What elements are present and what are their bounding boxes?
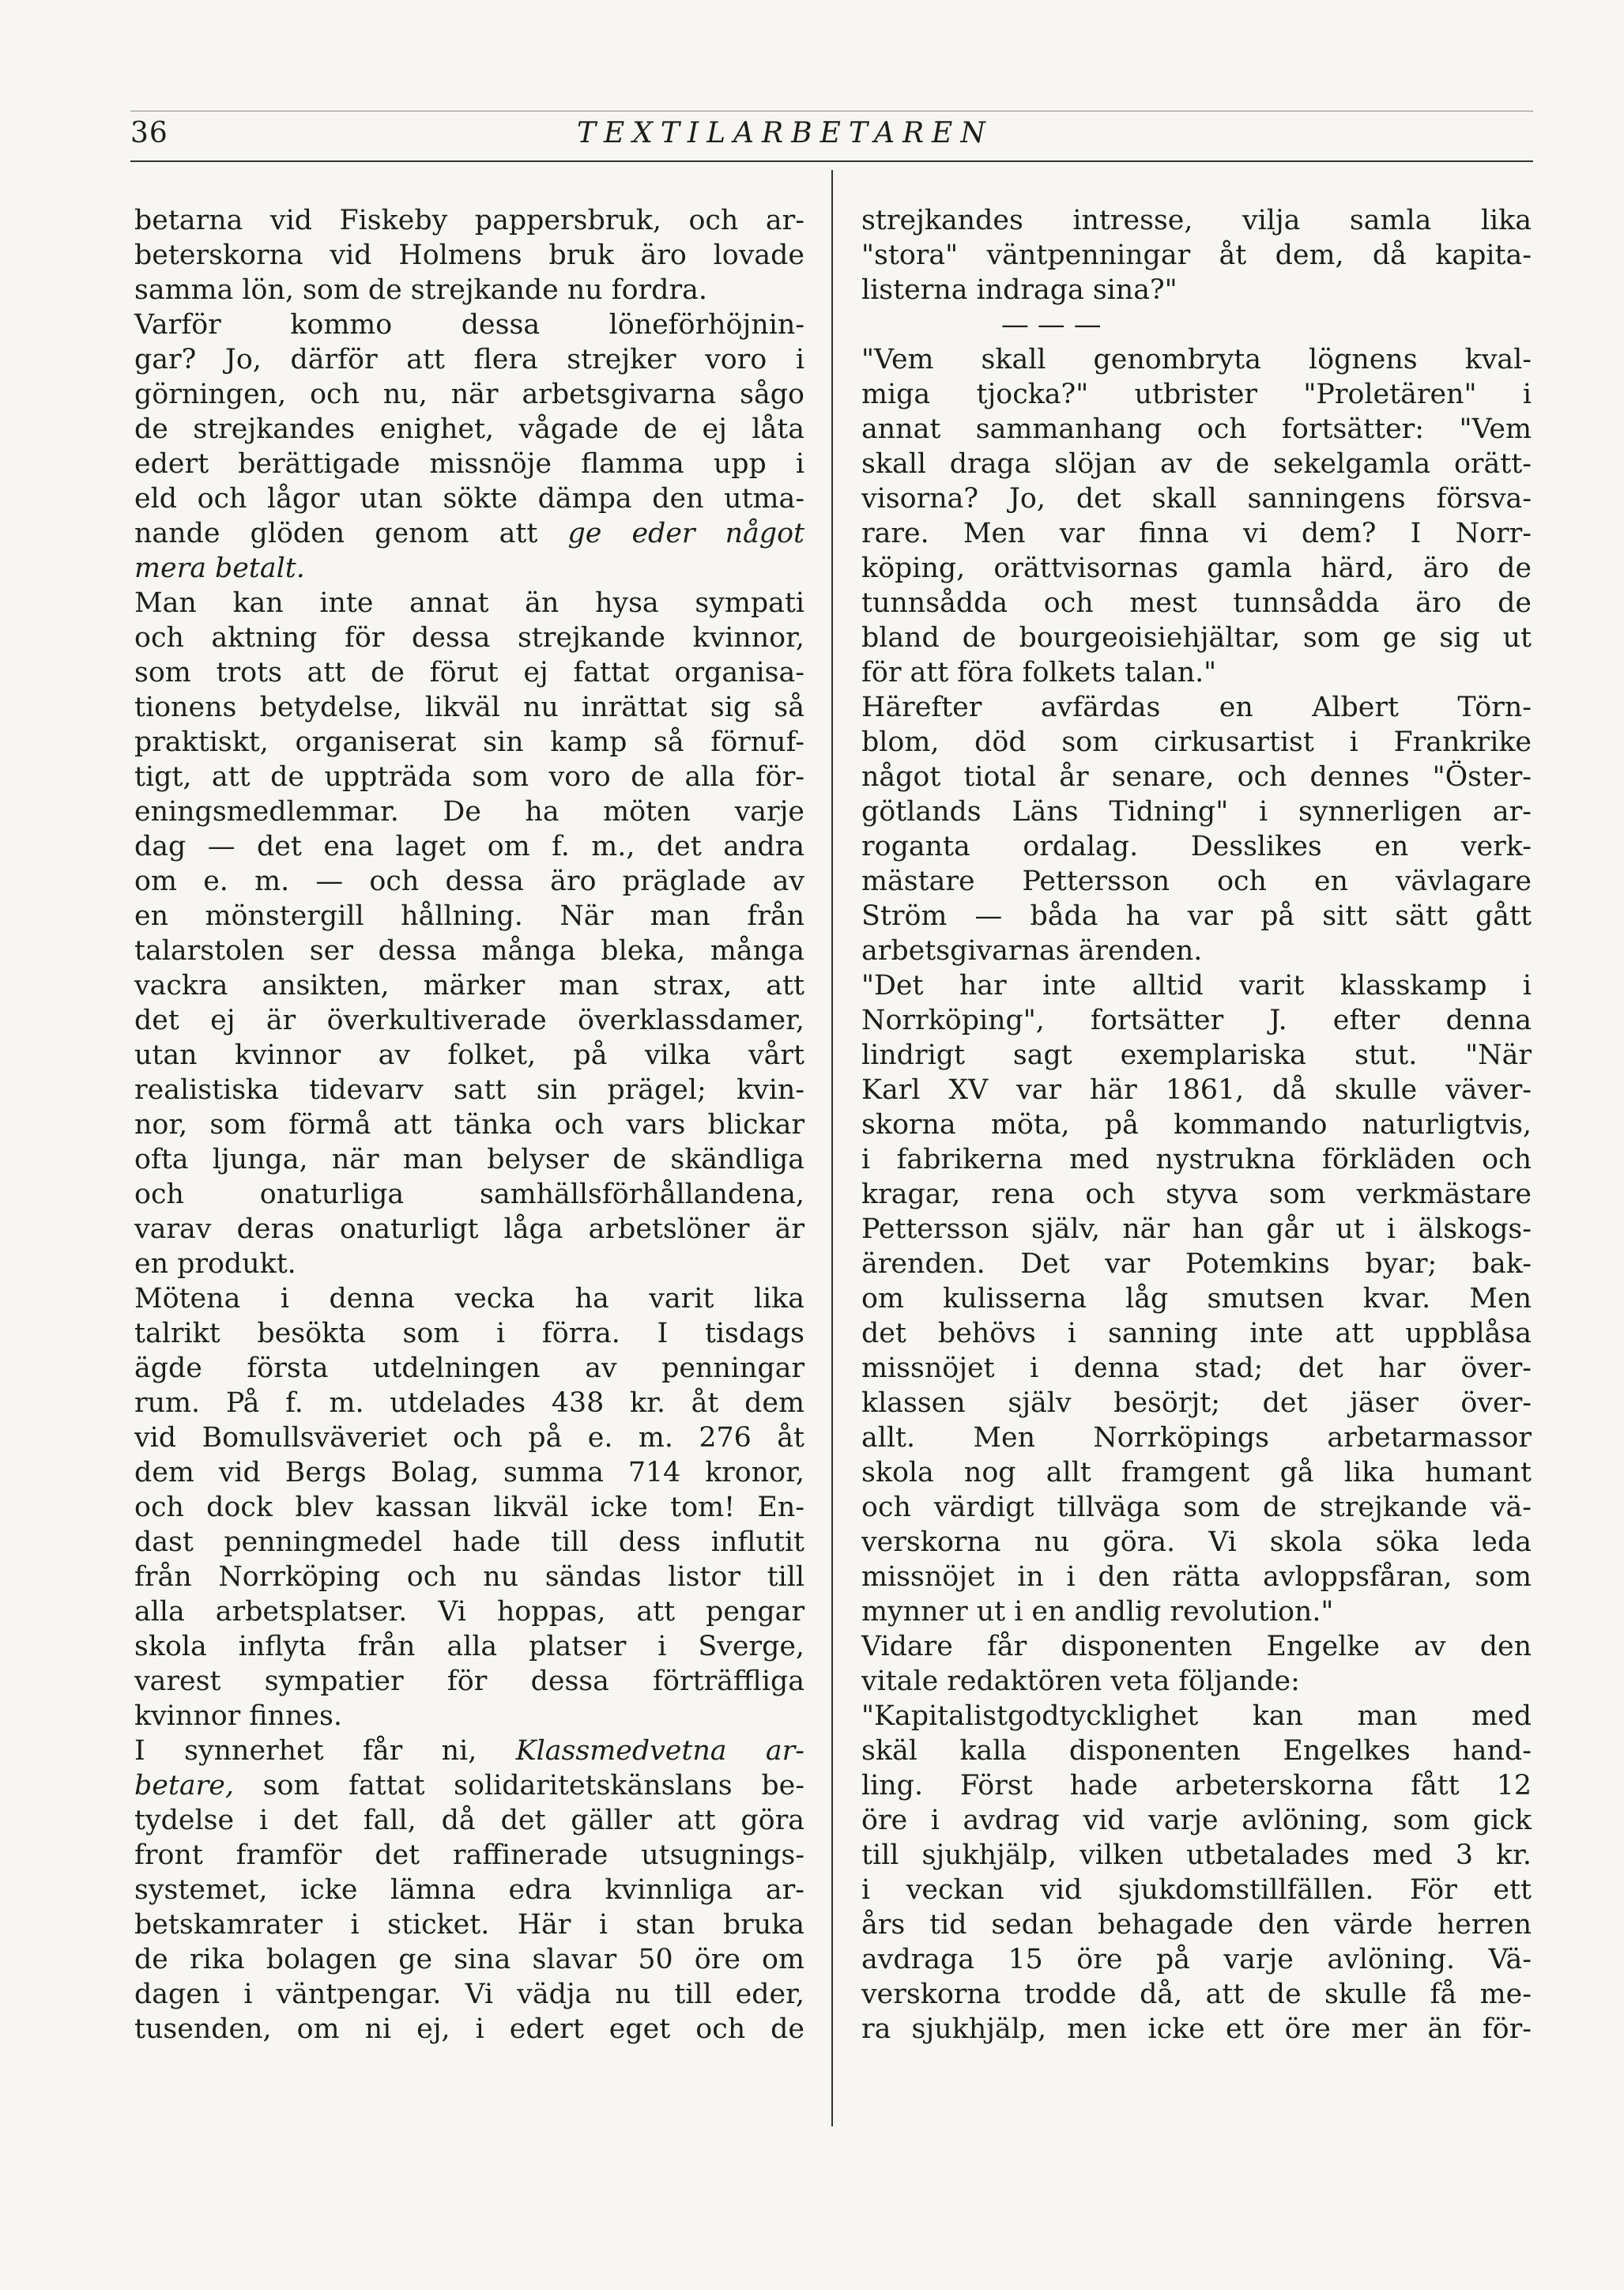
text-line	[861, 1525, 1532, 1560]
text-line	[134, 1768, 804, 1803]
line-text: lindrigt sagt exemplariska stut. "När	[861, 1039, 1532, 1071]
text-line	[861, 1212, 1532, 1247]
line-text: dem vid Bergs Bolag, summa 714 kronor,	[134, 1457, 804, 1488]
line-text: som fattat solidaritetskänslans be-	[262, 1770, 805, 1801]
line-text: rum. På f. m. utdelades 438 kr. åt dem	[134, 1387, 804, 1419]
line-text: Norrköping", fortsätter J. efter denna	[861, 1005, 1532, 1036]
text-line	[134, 1803, 804, 1838]
text-line	[134, 203, 804, 238]
text-line	[134, 968, 804, 1003]
text-line	[861, 1907, 1532, 1942]
text-line	[134, 1838, 804, 1873]
text-line	[861, 864, 1532, 899]
line-text: edert berättigade missnöje flamma upp i	[134, 448, 804, 480]
line-text: nor, som förmå att tänka och vars blickar	[134, 1109, 804, 1141]
line-text: götlands Läns Tidning" i synnerligen ar-	[861, 796, 1532, 828]
text-line	[134, 934, 804, 968]
text-line	[134, 1107, 804, 1142]
line-text: som trots att de förut ej fattat organisa-	[134, 657, 804, 689]
text-line	[861, 412, 1532, 447]
text-line	[861, 1768, 1532, 1803]
text-line	[134, 481, 804, 516]
line-text: mera betalt.	[134, 553, 305, 584]
line-text: missnöjet i denna stad; det har över-	[861, 1352, 1532, 1384]
text-line	[134, 1038, 804, 1073]
text-line	[134, 1699, 804, 1734]
line-text: front framför det raffinerade utsugnings-	[134, 1839, 804, 1871]
line-text: "Det har inte alltid varit klasskamp i	[861, 970, 1532, 1002]
text-line	[861, 586, 1532, 621]
page-number: 36	[130, 117, 168, 149]
text-line	[134, 1455, 804, 1490]
line-text-italic: Klassmedvetna ar-	[515, 1735, 804, 1767]
line-text: arbetsgivarnas ärenden.	[861, 935, 1203, 967]
text-line	[134, 238, 804, 273]
line-text: betarna vid Fiskeby pappersbruk, och ar-	[134, 205, 804, 236]
line-text: talrikt besökta som i förra. I tisdags	[134, 1318, 804, 1349]
text-line	[861, 621, 1532, 655]
text-line	[861, 1490, 1532, 1525]
line-text: blom, död som cirkusartist i Frankrike	[861, 726, 1532, 758]
line-text: eningsmedlemmar. De ha möten varje	[134, 796, 804, 828]
line-text: Mötena i denna vecka ha varit lika	[134, 1283, 804, 1315]
text-line	[134, 342, 804, 377]
text-line	[134, 621, 804, 655]
line-text: roganta ordalag. Desslikes en verk-	[861, 831, 1532, 862]
line-text: verskorna nu göra. Vi skola söka leda	[861, 1526, 1532, 1558]
text-line	[134, 1560, 804, 1594]
text-line	[861, 1281, 1532, 1316]
line-text: betare,	[134, 1770, 234, 1801]
line-text: mästare Pettersson och en vävlagare	[861, 866, 1532, 897]
text-line	[134, 1525, 804, 1560]
line-text: öre i avdrag vid varje avlöning, som gick	[861, 1805, 1532, 1836]
text-line	[861, 307, 1532, 342]
text-line	[861, 203, 1532, 238]
text-line	[134, 377, 804, 412]
line-text: beterskorna vid Holmens bruk äro lovade	[134, 240, 804, 271]
line-text: visorna? Jo, det skall sanningens försva-	[861, 483, 1532, 515]
text-line	[861, 899, 1532, 934]
text-line	[134, 690, 804, 725]
text-line	[134, 2012, 804, 2047]
page-header	[130, 117, 1533, 157]
line-text: görningen, och nu, när arbetsgivarna sågo	[134, 379, 804, 410]
text-line	[134, 760, 804, 794]
text-line	[134, 1629, 804, 1664]
line-text: och aktning för dessa strejkande kvinnor,	[134, 622, 804, 654]
column-divider	[831, 170, 833, 2126]
right-column	[861, 203, 1532, 2047]
text-line	[134, 412, 804, 447]
line-text: ling. Först hade arbeterskorna fått 12	[861, 1770, 1532, 1801]
line-text: från Norrköping och nu sändas listor till	[134, 1561, 804, 1593]
text-line	[134, 829, 804, 864]
line-text: Vidare får disponenten Engelke av den	[861, 1631, 1532, 1662]
text-line	[134, 1873, 804, 1907]
line-text: vid Bomullsväveriet och på e. m. 276 åt	[134, 1422, 804, 1454]
line-text: Karl XV var här 1861, då skulle väver-	[861, 1074, 1532, 1106]
line-text: samma lön, som de strejkande nu fordra.	[134, 274, 707, 306]
line-text: miga tjocka?" utbrister "Proletären" i	[861, 379, 1532, 410]
line-text: varav deras onaturligt låga arbetslöner är	[134, 1213, 804, 1245]
line-text: gar? Jo, därför att flera strejker voro i	[134, 344, 804, 375]
text-line	[861, 1107, 1532, 1142]
text-line	[861, 1560, 1532, 1594]
line-text: eld och lågor utan sökte dämpa den utma-	[134, 483, 804, 515]
line-text: Pettersson själv, när han går ut i älskogs-	[861, 1213, 1532, 1245]
line-text: något tiotal år senare, och dennes "Öster-	[861, 761, 1532, 793]
line-text: ägde första utdelningen av penningar	[134, 1352, 804, 1384]
line-text: års tid sedan behagade den värde herren	[861, 1909, 1532, 1941]
text-line	[861, 794, 1532, 829]
line-text: — — —	[861, 309, 1102, 341]
text-line	[861, 516, 1532, 551]
text-line	[861, 725, 1532, 760]
line-text: tusenden, om ni ej, i edert eget och de	[134, 2013, 804, 2045]
text-line	[134, 551, 804, 586]
line-text: i fabrikerna med nystrukna förkläden och	[861, 1144, 1532, 1175]
line-text: till sjukhjälp, vilken utbetalades med 3 kr.	[861, 1839, 1532, 1871]
text-line	[861, 1247, 1532, 1281]
line-text: listerna indraga sina?"	[861, 274, 1177, 306]
line-text: annat sammanhang och fortsätter: "Vem	[861, 413, 1532, 445]
line-text: realistiska tidevarv satt sin prägel; kvin-	[134, 1074, 804, 1106]
line-text: talarstolen ser dessa många bleka, många	[134, 935, 804, 967]
line-text: vitale redaktören veta följande:	[861, 1666, 1300, 1697]
line-text: dast penningmedel hade till dess influtit	[134, 1526, 804, 1558]
text-line	[861, 829, 1532, 864]
text-line	[861, 481, 1532, 516]
text-line	[134, 447, 804, 481]
text-line	[134, 1351, 804, 1386]
text-line	[134, 1907, 804, 1942]
line-text: "stora" väntpenningar åt dem, då kapita-	[861, 240, 1532, 271]
line-text: bland de bourgeoisiehjältar, som ge sig ut	[861, 622, 1532, 654]
text-line	[861, 1177, 1532, 1212]
line-text: utan kvinnor av folket, på vilka vårt	[134, 1039, 804, 1071]
text-line	[134, 1594, 804, 1629]
line-text: missnöjet in i den rätta avloppsfåran, som	[861, 1561, 1532, 1593]
text-line	[861, 551, 1532, 586]
text-line	[861, 377, 1532, 412]
line-text: det behövs i sanning inte att uppblåsa	[861, 1318, 1532, 1349]
text-line	[861, 968, 1532, 1003]
text-line	[861, 238, 1532, 273]
text-line	[134, 1247, 804, 1281]
line-text: nande glöden genom att	[134, 518, 538, 549]
line-text: om kulisserna låg smutsen kvar. Men	[861, 1283, 1532, 1315]
text-line	[134, 1942, 804, 1977]
line-text: för att föra folkets talan."	[861, 657, 1217, 689]
line-text: verskorna trodde då, att de skulle få me-	[861, 1979, 1532, 2010]
text-line	[134, 273, 804, 307]
text-line	[861, 1699, 1532, 1734]
line-text: tydelse i det fall, då det gäller att göra	[134, 1805, 804, 1836]
line-text: om e. m. — och dessa äro präglade av	[134, 866, 804, 897]
text-line	[861, 1073, 1532, 1107]
line-text: Man kan inte annat än hysa sympati	[134, 587, 804, 619]
line-text: de rika bolagen ge sina slavar 50 öre om	[134, 1944, 804, 1975]
text-line	[134, 1734, 804, 1768]
text-line	[134, 1142, 804, 1177]
line-text: kvinnor finnes.	[134, 1700, 342, 1732]
line-text: tunnsådda och mest tunnsådda äro de	[861, 587, 1532, 619]
line-text: Varför kommo dessa löneförhöjnin-	[134, 309, 804, 341]
text-line	[134, 586, 804, 621]
line-text: vackra ansikten, märker man strax, att	[134, 970, 804, 1002]
line-text: Ström — båda ha var på sitt sätt gått	[861, 900, 1532, 932]
text-line	[861, 934, 1532, 968]
line-text: kragar, rena och styva som verkmästare	[861, 1179, 1532, 1210]
line-text: skäl kalla disponenten Engelkes hand-	[861, 1735, 1532, 1767]
line-text: skorna möta, på kommando naturligtvis,	[861, 1109, 1532, 1141]
text-line	[134, 1490, 804, 1525]
text-line	[861, 655, 1532, 690]
text-line	[861, 1351, 1532, 1386]
text-line	[134, 655, 804, 690]
text-line	[861, 1455, 1532, 1490]
line-text: dag — det ena laget om f. m., det andra	[134, 831, 804, 862]
line-text: köping, orättvisornas gamla härd, äro de	[861, 553, 1532, 584]
text-line	[861, 1142, 1532, 1177]
text-line	[861, 1003, 1532, 1038]
line-text: ofta ljunga, när man belyser de skändliga	[134, 1144, 804, 1175]
text-line	[861, 447, 1532, 481]
text-line	[861, 1420, 1532, 1455]
text-line	[861, 1734, 1532, 1768]
text-line	[861, 1664, 1532, 1699]
line-text: i veckan vid sjukdomstillfällen. För ett	[861, 1874, 1532, 1906]
text-line	[861, 1594, 1532, 1629]
line-text: en produkt.	[134, 1248, 296, 1280]
line-text: rare. Men var finna vi dem? I Norr-	[861, 518, 1532, 549]
text-line	[134, 1212, 804, 1247]
text-line	[134, 794, 804, 829]
line-text: och dock blev kassan likväl icke tom! En-	[134, 1492, 804, 1523]
header-rule	[130, 160, 1533, 162]
text-line	[134, 1664, 804, 1699]
text-line	[134, 1977, 804, 2012]
text-line	[861, 1838, 1532, 1873]
line-text: skola inflyta från alla platser i Sverge,	[134, 1631, 804, 1662]
text-line	[134, 307, 804, 342]
text-line	[134, 1003, 804, 1038]
line-text: varest sympatier för dessa förträffliga	[134, 1666, 804, 1697]
line-text: och onaturliga samhällsförhållandena,	[134, 1179, 804, 1210]
text-line	[134, 1316, 804, 1351]
line-text: Härefter avfärdas en Albert Törn-	[861, 692, 1532, 723]
text-line	[134, 1177, 804, 1212]
line-text: ärenden. Det var Potemkins byar; bak-	[861, 1248, 1532, 1280]
text-line	[861, 273, 1532, 307]
text-line	[861, 1386, 1532, 1420]
line-text: "Kapitalistgodtycklighet kan man med	[861, 1700, 1532, 1732]
line-text: systemet, icke lämna edra kvinnliga ar-	[134, 1874, 804, 1906]
text-line	[861, 760, 1532, 794]
line-text: I synnerhet får ni,	[134, 1735, 477, 1767]
line-text: klassen själv besörjt; det jäser över-	[861, 1387, 1532, 1419]
line-text: praktiskt, organiserat sin kamp så förnuf-	[134, 726, 804, 758]
line-text: skall draga slöjan av de sekelgamla orätt-	[861, 448, 1532, 480]
text-line	[861, 2012, 1532, 2047]
text-line	[134, 899, 804, 934]
line-text: strejkandes intresse, vilja samla lika	[861, 205, 1532, 236]
line-text: de strejkandes enighet, vågade de ej låta	[134, 413, 804, 445]
line-text: tigt, att de uppträda som voro de alla för-	[134, 761, 804, 793]
text-line	[134, 725, 804, 760]
text-line	[861, 1942, 1532, 1977]
line-text: dagen i väntpengar. Vi vädja nu till eder,	[134, 1979, 804, 2010]
text-line	[861, 342, 1532, 377]
running-title: TEXTILARBETAREN	[577, 117, 993, 149]
text-line	[134, 1386, 804, 1420]
text-line	[134, 1073, 804, 1107]
line-text: allt. Men Norrköpings arbetarmassor	[861, 1422, 1532, 1454]
text-line	[861, 1629, 1532, 1664]
line-text: alla arbetsplatser. Vi hoppas, att pengar	[134, 1596, 804, 1628]
line-text: avdraga 15 öre på varje avlöning. Vä-	[861, 1944, 1532, 1975]
text-line	[861, 1316, 1532, 1351]
text-line	[134, 864, 804, 899]
text-line	[134, 516, 804, 551]
line-text: en mönstergill hållning. När man från	[134, 900, 804, 932]
line-text: tionens betydelse, likväl nu inrättat sig så	[134, 692, 804, 723]
text-line	[861, 1977, 1532, 2012]
text-line	[861, 1803, 1532, 1838]
text-line	[134, 1420, 804, 1455]
line-text: betskamrater i sticket. Här i stan bruka	[134, 1909, 804, 1941]
line-text: det ej är överkultiverade överklassdamer,	[134, 1005, 804, 1036]
line-text: och värdigt tillväga som de strejkande vä-	[861, 1492, 1532, 1523]
text-line	[861, 1038, 1532, 1073]
line-text: mynner ut i en andlig revolution."	[861, 1596, 1334, 1628]
line-text: ra sjukhjälp, men icke ett öre mer än för-	[861, 2013, 1532, 2045]
text-line	[861, 1873, 1532, 1907]
text-line	[134, 1281, 804, 1316]
line-text-italic: ge eder något	[567, 518, 805, 549]
line-text: skola nog allt framgent gå lika humant	[861, 1457, 1532, 1488]
text-line	[861, 690, 1532, 725]
left-column	[134, 203, 804, 2047]
line-text: "Vem skall genombryta lögnens kval-	[861, 344, 1532, 375]
